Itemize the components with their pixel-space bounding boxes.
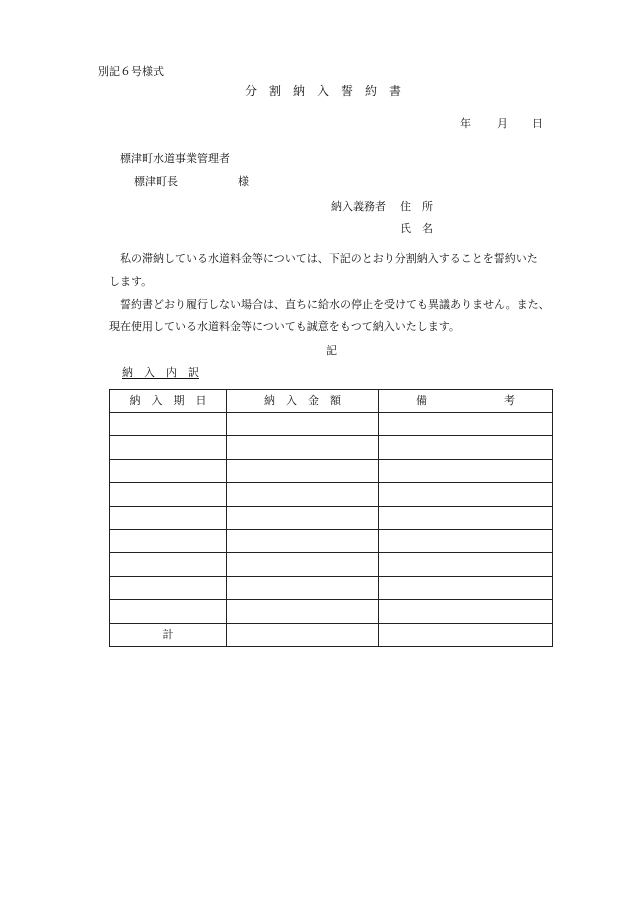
date-year-label: 年 [460, 117, 471, 130]
total-amount-cell[interactable] [227, 623, 379, 646]
remarks-cell[interactable] [379, 600, 553, 623]
payment-amount-cell[interactable] [227, 553, 379, 576]
table-row [110, 576, 553, 599]
addressee-honorific: 様 [238, 175, 249, 188]
total-label: 計 [110, 623, 227, 646]
payment-amount-cell[interactable] [227, 459, 379, 482]
payment-date-cell[interactable] [110, 436, 227, 459]
addressee-name: 標津町長 [134, 175, 178, 188]
payment-date-cell[interactable] [110, 576, 227, 599]
total-remarks-cell[interactable] [379, 623, 553, 646]
payment-amount-cell[interactable] [227, 506, 379, 529]
addressee-org: 標津町水道事業管理者 [120, 152, 230, 165]
remarks-cell[interactable] [379, 576, 553, 599]
table-row [110, 506, 553, 529]
body-paragraph-2-line-1: 誓約書どおり履行しない場合は、直ちに給水の停止を受けても異議ありません。また、 [120, 298, 550, 311]
header-payment-date: 納 入 期 日 [110, 390, 227, 413]
payment-amount-cell[interactable] [227, 413, 379, 436]
remarks-cell[interactable] [379, 553, 553, 576]
payment-date-cell[interactable] [110, 483, 227, 506]
header-remarks: 備 考 [379, 390, 553, 413]
remarks-cell[interactable] [379, 483, 553, 506]
payment-amount-cell[interactable] [227, 436, 379, 459]
payment-amount-cell[interactable] [227, 576, 379, 599]
breakdown-heading: 納 入 内 訳 [122, 366, 199, 379]
header-payment-amount: 納 入 金 額 [227, 390, 379, 413]
payment-date-cell[interactable] [110, 529, 227, 552]
remarks-cell[interactable] [379, 506, 553, 529]
payment-date-cell[interactable] [110, 459, 227, 482]
remarks-cell[interactable] [379, 529, 553, 552]
table-row [110, 413, 553, 436]
table-row [110, 483, 553, 506]
remarks-cell[interactable] [379, 436, 553, 459]
payment-amount-cell[interactable] [227, 600, 379, 623]
table-row [110, 600, 553, 623]
body-paragraph-2-line-2: 現在使用している水道料金等についても誠意をもつて納入いたします。 [109, 320, 460, 333]
table-row [110, 553, 553, 576]
table-row [110, 459, 553, 482]
payment-date-cell[interactable] [110, 413, 227, 436]
body-paragraph-1-line-2: します。 [109, 275, 153, 288]
obligor-label: 納入義務者 [331, 200, 386, 213]
form-number: 別記６号様式 [98, 65, 164, 78]
payment-date-cell[interactable] [110, 600, 227, 623]
payment-amount-cell[interactable] [227, 529, 379, 552]
obligor-name-label: 氏 名 [400, 222, 433, 235]
remarks-cell[interactable] [379, 413, 553, 436]
table-row [110, 529, 553, 552]
date-day-label: 日 [532, 117, 543, 130]
document-title: 分 割 納 入 誓 約 書 [245, 84, 402, 98]
date-month-label: 月 [497, 117, 508, 130]
body-paragraph-1-line-1: 私の滞納している水道料金等については、下記のとおり分割納入することを誓約いた [120, 252, 538, 265]
payment-date-cell[interactable] [110, 553, 227, 576]
obligor-address-label: 住 所 [400, 200, 433, 213]
payment-date-cell[interactable] [110, 506, 227, 529]
ki-heading: 記 [326, 344, 337, 357]
table-header-row [110, 390, 553, 413]
table-total-row [110, 623, 553, 646]
table-row [110, 436, 553, 459]
payment-breakdown-table [109, 389, 553, 647]
payment-amount-cell[interactable] [227, 483, 379, 506]
remarks-cell[interactable] [379, 459, 553, 482]
